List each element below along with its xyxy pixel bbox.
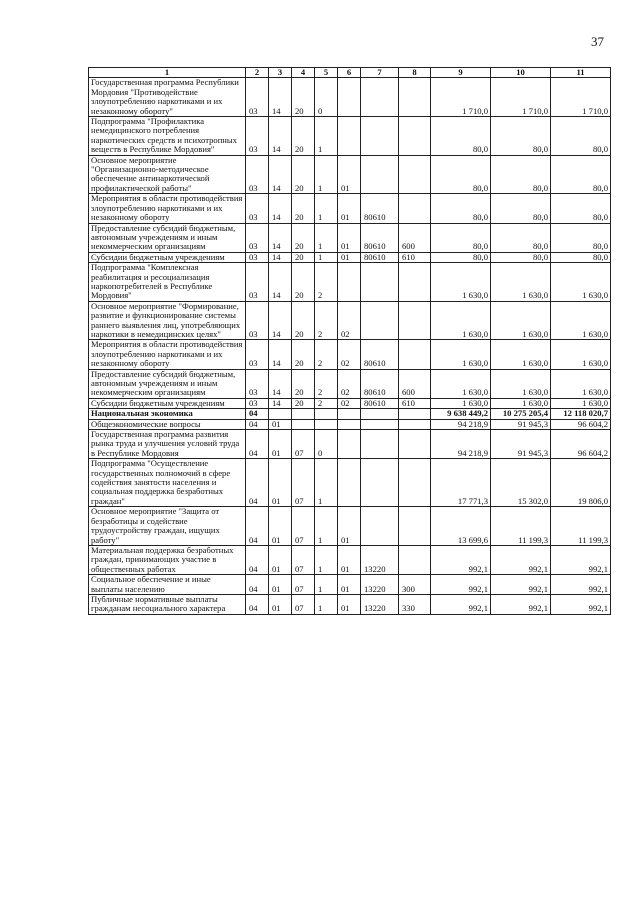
column-header: 1 (89, 68, 246, 78)
row-name-cell: Социальное обеспечение и иные выплаты населению (89, 575, 246, 595)
amount-year-3-cell: 80,0 (551, 252, 611, 262)
code-measure-cell: 02 (338, 398, 361, 408)
table-row (89, 301, 611, 340)
amount-year-2-cell: 80,0 (491, 223, 551, 252)
amount-year-2-cell: 992,1 (491, 545, 551, 574)
code-measure-cell: 01 (338, 507, 361, 546)
code-program-cell: 20 (292, 301, 315, 340)
code-expense-type-cell (399, 155, 431, 194)
amount-year-3-cell: 1 630,0 (551, 369, 611, 398)
code-direction-cell: 80610 (361, 369, 399, 398)
column-header: 10 (491, 68, 551, 78)
code-subsection-cell: 14 (269, 117, 292, 156)
code-expense-type-cell (399, 194, 431, 223)
amount-year-2-cell: 91 945,3 (491, 419, 551, 429)
amount-year-2-cell: 1 630,0 (491, 301, 551, 340)
code-subprogram-cell: 2 (315, 263, 338, 302)
table-row (89, 263, 611, 302)
row-name-cell: Подпрограмма "Профилактика немедицинского потребления наркотических средств и психотропных веществ в Республике Мордовия" (89, 117, 246, 156)
code-subprogram-cell: 2 (315, 369, 338, 398)
amount-year-3-cell: 992,1 (551, 545, 611, 574)
row-name-cell: Государственная программа Республики Мордовия "Противодействие злоупотреблению наркотиками и их незаконному обороту" (89, 78, 246, 117)
row-name-cell: Общеэкономические вопросы (89, 419, 246, 429)
code-measure-cell: 01 (338, 594, 361, 614)
code-subprogram-cell: 1 (315, 594, 338, 614)
amount-year-2-cell: 91 945,3 (491, 430, 551, 459)
amount-year-1-cell: 80,0 (431, 252, 491, 262)
code-subsection-cell: 14 (269, 194, 292, 223)
amount-year-1-cell: 13 699,6 (431, 507, 491, 546)
amount-year-2-cell: 80,0 (491, 194, 551, 223)
amount-year-2-cell: 10 275 205,4 (491, 409, 551, 419)
row-name-cell: Подпрограмма "Комплексная реабилитация и ресоциализация наркопотребителей в Республике Мордовия" (89, 263, 246, 302)
row-name-cell: Национальная экономика (89, 409, 246, 419)
amount-year-3-cell: 80,0 (551, 223, 611, 252)
code-subprogram-cell (315, 419, 338, 429)
code-program-cell: 07 (292, 594, 315, 614)
table-row (89, 545, 611, 574)
budget-table (88, 67, 611, 615)
code-measure-cell (338, 117, 361, 156)
code-direction-cell (361, 263, 399, 302)
page-number: 37 (591, 34, 604, 49)
column-header: 3 (269, 68, 292, 78)
code-expense-type-cell (399, 263, 431, 302)
amount-year-3-cell: 11 199,3 (551, 507, 611, 546)
code-section-cell: 04 (246, 459, 269, 507)
code-program-cell: 07 (292, 459, 315, 507)
table-row (89, 430, 611, 459)
code-subprogram-cell: 1 (315, 155, 338, 194)
code-subprogram-cell: 1 (315, 459, 338, 507)
code-measure-cell: 02 (338, 369, 361, 398)
code-subsection-cell: 14 (269, 223, 292, 252)
column-header: 7 (361, 68, 399, 78)
code-measure-cell (338, 263, 361, 302)
code-expense-type-cell (399, 340, 431, 369)
row-name-cell: Основное мероприятие "Формирование, развитие и функционирование системы раннего выявления лиц, употребляющих наркотики в немедицинских целях" (89, 301, 246, 340)
table-row (89, 507, 611, 546)
column-header: 2 (246, 68, 269, 78)
amount-year-1-cell: 1 630,0 (431, 340, 491, 369)
row-name-cell: Материальная поддержка безработных граждан, принимающих участие в общественных работах (89, 545, 246, 574)
row-name-cell: Субсидии бюджетным учреждениям (89, 398, 246, 408)
code-program-cell: 20 (292, 155, 315, 194)
amount-year-2-cell: 1 630,0 (491, 369, 551, 398)
code-program-cell (292, 419, 315, 429)
code-section-cell: 04 (246, 419, 269, 429)
code-section-cell: 04 (246, 575, 269, 595)
code-direction-cell (361, 409, 399, 419)
code-subprogram-cell: 0 (315, 430, 338, 459)
amount-year-3-cell: 1 710,0 (551, 78, 611, 117)
code-subsection-cell: 14 (269, 301, 292, 340)
code-section-cell: 03 (246, 117, 269, 156)
amount-year-2-cell: 1 630,0 (491, 340, 551, 369)
code-section-cell: 04 (246, 594, 269, 614)
code-direction-cell (361, 507, 399, 546)
code-program-cell: 20 (292, 252, 315, 262)
code-direction-cell (361, 78, 399, 117)
amount-year-2-cell: 1 630,0 (491, 263, 551, 302)
column-header: 8 (399, 68, 431, 78)
code-program-cell: 20 (292, 340, 315, 369)
code-subprogram-cell: 1 (315, 223, 338, 252)
amount-year-1-cell: 80,0 (431, 155, 491, 194)
code-subprogram-cell: 1 (315, 194, 338, 223)
code-subsection-cell: 01 (269, 575, 292, 595)
code-subprogram-cell: 1 (315, 252, 338, 262)
amount-year-2-cell: 80,0 (491, 117, 551, 156)
amount-year-2-cell: 992,1 (491, 594, 551, 614)
amount-year-3-cell: 992,1 (551, 594, 611, 614)
code-subsection-cell: 01 (269, 545, 292, 574)
code-program-cell: 07 (292, 545, 315, 574)
amount-year-1-cell: 9 638 449,2 (431, 409, 491, 419)
row-name-cell: Мероприятия в области противодействия злоупотреблению наркотиками и их незаконному обороту (89, 194, 246, 223)
code-program-cell: 07 (292, 430, 315, 459)
amount-year-1-cell: 80,0 (431, 194, 491, 223)
code-program-cell: 20 (292, 194, 315, 223)
code-measure-cell: 02 (338, 340, 361, 369)
code-expense-type-cell (399, 545, 431, 574)
table-row (89, 340, 611, 369)
amount-year-3-cell: 1 630,0 (551, 340, 611, 369)
amount-year-2-cell: 11 199,3 (491, 507, 551, 546)
code-direction-cell: 80610 (361, 223, 399, 252)
row-name-cell: Основное мероприятие "Организационно-методическое обеспечение антинаркотической профилактической работы" (89, 155, 246, 194)
code-measure-cell: 02 (338, 301, 361, 340)
code-measure-cell: 01 (338, 155, 361, 194)
code-subsection-cell: 14 (269, 252, 292, 262)
code-expense-type-cell (399, 507, 431, 546)
code-section-cell: 03 (246, 252, 269, 262)
code-expense-type-cell (399, 419, 431, 429)
code-subprogram-cell: 2 (315, 301, 338, 340)
column-header: 6 (338, 68, 361, 78)
code-program-cell: 20 (292, 398, 315, 408)
table-row (89, 155, 611, 194)
table-row (89, 575, 611, 595)
code-subsection-cell: 01 (269, 419, 292, 429)
code-subsection-cell: 01 (269, 430, 292, 459)
column-header: 11 (551, 68, 611, 78)
table-row (89, 409, 611, 419)
row-name-cell: Предоставление субсидий бюджетным, автономным учреждениям и иным некоммерческим организациям (89, 223, 246, 252)
code-direction-cell (361, 301, 399, 340)
code-expense-type-cell: 600 (399, 223, 431, 252)
code-direction-cell: 13220 (361, 594, 399, 614)
amount-year-1-cell: 80,0 (431, 117, 491, 156)
code-direction-cell: 80610 (361, 340, 399, 369)
code-program-cell (292, 409, 315, 419)
code-direction-cell (361, 155, 399, 194)
code-subprogram-cell: 1 (315, 545, 338, 574)
code-direction-cell: 80610 (361, 252, 399, 262)
table-row (89, 398, 611, 408)
amount-year-3-cell: 12 118 020,7 (551, 409, 611, 419)
code-subprogram-cell: 2 (315, 340, 338, 369)
code-measure-cell (338, 459, 361, 507)
code-expense-type-cell (399, 459, 431, 507)
code-direction-cell: 80610 (361, 398, 399, 408)
amount-year-1-cell: 1 630,0 (431, 263, 491, 302)
code-subsection-cell: 01 (269, 507, 292, 546)
code-subsection-cell: 14 (269, 398, 292, 408)
code-section-cell: 03 (246, 155, 269, 194)
amount-year-1-cell: 1 710,0 (431, 78, 491, 117)
amount-year-3-cell: 80,0 (551, 117, 611, 156)
code-subsection-cell (269, 409, 292, 419)
amount-year-1-cell: 94 218,9 (431, 419, 491, 429)
code-expense-type-cell: 300 (399, 575, 431, 595)
row-name-cell: Подпрограмма "Осуществление государственных полномочий в сфере содействия занятости населения и социальная поддержка безработных граждан" (89, 459, 246, 507)
code-program-cell: 20 (292, 78, 315, 117)
code-section-cell: 04 (246, 409, 269, 419)
column-header: 9 (431, 68, 491, 78)
amount-year-3-cell: 1 630,0 (551, 263, 611, 302)
code-measure-cell: 01 (338, 545, 361, 574)
code-direction-cell: 13220 (361, 575, 399, 595)
amount-year-1-cell: 992,1 (431, 545, 491, 574)
table-row (89, 223, 611, 252)
code-subsection-cell: 01 (269, 594, 292, 614)
code-subprogram-cell: 1 (315, 575, 338, 595)
row-name-cell: Основное мероприятие "Защита от безработицы и содействие трудоустройству граждан, ищущих работу" (89, 507, 246, 546)
code-subprogram-cell: 1 (315, 507, 338, 546)
code-subprogram-cell: 0 (315, 78, 338, 117)
code-subprogram-cell (315, 409, 338, 419)
row-name-cell: Мероприятия в области противодействия злоупотреблению наркотиками и их незаконному обороту (89, 340, 246, 369)
table-row (89, 78, 611, 117)
code-expense-type-cell (399, 430, 431, 459)
amount-year-2-cell: 15 302,0 (491, 459, 551, 507)
code-program-cell: 20 (292, 369, 315, 398)
code-section-cell: 03 (246, 223, 269, 252)
code-subsection-cell: 14 (269, 78, 292, 117)
code-measure-cell: 01 (338, 223, 361, 252)
code-direction-cell (361, 459, 399, 507)
amount-year-3-cell: 19 806,0 (551, 459, 611, 507)
code-section-cell: 03 (246, 301, 269, 340)
code-expense-type-cell: 610 (399, 398, 431, 408)
amount-year-2-cell: 1 710,0 (491, 78, 551, 117)
amount-year-2-cell: 80,0 (491, 252, 551, 262)
code-measure-cell (338, 419, 361, 429)
code-expense-type-cell (399, 78, 431, 117)
amount-year-3-cell: 992,1 (551, 575, 611, 595)
column-header: 4 (292, 68, 315, 78)
amount-year-3-cell: 80,0 (551, 155, 611, 194)
table-row (89, 594, 611, 614)
amount-year-3-cell: 80,0 (551, 194, 611, 223)
amount-year-1-cell: 992,1 (431, 575, 491, 595)
code-direction-cell: 13220 (361, 545, 399, 574)
code-subsection-cell: 14 (269, 369, 292, 398)
code-subsection-cell: 14 (269, 340, 292, 369)
code-section-cell: 03 (246, 78, 269, 117)
code-section-cell: 04 (246, 430, 269, 459)
code-measure-cell (338, 430, 361, 459)
code-program-cell: 20 (292, 117, 315, 156)
amount-year-1-cell: 1 630,0 (431, 398, 491, 408)
code-program-cell: 20 (292, 223, 315, 252)
amount-year-2-cell: 80,0 (491, 155, 551, 194)
code-subsection-cell: 01 (269, 459, 292, 507)
code-section-cell: 03 (246, 263, 269, 302)
amount-year-3-cell: 1 630,0 (551, 301, 611, 340)
amount-year-2-cell: 1 630,0 (491, 398, 551, 408)
code-section-cell: 03 (246, 369, 269, 398)
code-section-cell: 03 (246, 194, 269, 223)
table-row (89, 194, 611, 223)
code-subsection-cell: 14 (269, 263, 292, 302)
code-expense-type-cell: 330 (399, 594, 431, 614)
code-measure-cell: 01 (338, 575, 361, 595)
amount-year-2-cell: 992,1 (491, 575, 551, 595)
amount-year-1-cell: 992,1 (431, 594, 491, 614)
code-measure-cell: 01 (338, 194, 361, 223)
amount-year-1-cell: 1 630,0 (431, 301, 491, 340)
code-expense-type-cell: 610 (399, 252, 431, 262)
code-direction-cell: 80610 (361, 194, 399, 223)
code-subprogram-cell: 1 (315, 117, 338, 156)
code-section-cell: 03 (246, 340, 269, 369)
code-measure-cell (338, 409, 361, 419)
code-expense-type-cell (399, 301, 431, 340)
amount-year-1-cell: 17 771,3 (431, 459, 491, 507)
code-section-cell: 04 (246, 507, 269, 546)
table-row (89, 252, 611, 262)
code-expense-type-cell: 600 (399, 369, 431, 398)
amount-year-1-cell: 94 218,9 (431, 430, 491, 459)
code-direction-cell (361, 117, 399, 156)
amount-year-3-cell: 96 604,2 (551, 419, 611, 429)
table-header-row (89, 68, 611, 78)
code-section-cell: 03 (246, 398, 269, 408)
table-row (89, 369, 611, 398)
code-section-cell: 04 (246, 545, 269, 574)
amount-year-1-cell: 80,0 (431, 223, 491, 252)
amount-year-3-cell: 1 630,0 (551, 398, 611, 408)
code-program-cell: 07 (292, 575, 315, 595)
column-header: 5 (315, 68, 338, 78)
table-row (89, 459, 611, 507)
code-measure-cell: 01 (338, 252, 361, 262)
amount-year-1-cell: 1 630,0 (431, 369, 491, 398)
row-name-cell: Государственная программа развития рынка труда и улучшения условий труда в Республике Мордовия (89, 430, 246, 459)
code-program-cell: 07 (292, 507, 315, 546)
code-measure-cell (338, 78, 361, 117)
row-name-cell: Предоставление субсидий бюджетным, автономным учреждениям и иным некоммерческим организациям (89, 369, 246, 398)
row-name-cell: Субсидии бюджетным учреждениям (89, 252, 246, 262)
code-direction-cell (361, 419, 399, 429)
code-expense-type-cell (399, 409, 431, 419)
code-direction-cell (361, 430, 399, 459)
table-row (89, 419, 611, 429)
code-program-cell: 20 (292, 263, 315, 302)
code-subprogram-cell: 2 (315, 398, 338, 408)
code-expense-type-cell (399, 117, 431, 156)
amount-year-3-cell: 96 604,2 (551, 430, 611, 459)
row-name-cell: Публичные нормативные выплаты гражданам несоциального характера (89, 594, 246, 614)
code-subsection-cell: 14 (269, 155, 292, 194)
table-row (89, 117, 611, 156)
